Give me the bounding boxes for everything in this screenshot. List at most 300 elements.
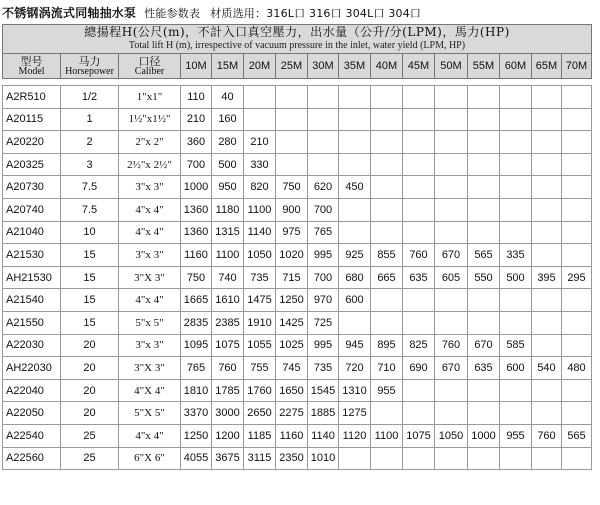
flow-cell (435, 108, 468, 131)
horsepower-cell: 20 (61, 334, 119, 357)
table-row (3, 402, 592, 425)
flow-cell: 600 (339, 289, 371, 312)
flow-cell: 1910 (244, 311, 276, 334)
horsepower-cell: 25 (61, 447, 119, 470)
flow-cell: 735 (244, 266, 276, 289)
flow-cell (532, 402, 562, 425)
flow-cell (562, 379, 592, 402)
horsepower-cell: 25 (61, 424, 119, 447)
horsepower-cell: 7.5 (61, 176, 119, 199)
flow-cell: 665 (371, 266, 403, 289)
flow-cell (468, 131, 500, 154)
flow-cell (276, 108, 308, 131)
flow-cell: 750 (181, 266, 212, 289)
horsepower-cell: 15 (61, 311, 119, 334)
flow-cell: 1360 (181, 221, 212, 244)
horsepower-cell: 20 (61, 357, 119, 380)
flow-cell: 360 (181, 131, 212, 154)
flow-cell (532, 379, 562, 402)
flow-cell (532, 221, 562, 244)
flow-cell: 1010 (308, 447, 339, 470)
horsepower-cell: 15 (61, 289, 119, 312)
flow-cell: 210 (244, 131, 276, 154)
flow-cell: 715 (276, 266, 308, 289)
model-cell: A20740 (3, 198, 61, 221)
flow-cell (562, 198, 592, 221)
caliber-cell: 1"x1" (119, 86, 181, 109)
col-header-head: 20M (244, 54, 276, 79)
flow-cell (276, 153, 308, 176)
model-cell: A20325 (3, 153, 61, 176)
col-cal-cn: 口径 (138, 54, 161, 68)
flow-cell (562, 86, 592, 109)
flow-cell: 1785 (212, 379, 244, 402)
flow-cell (468, 198, 500, 221)
flow-cell (403, 379, 435, 402)
flow-cell (308, 108, 339, 131)
flow-cell (468, 447, 500, 470)
flow-cell (276, 86, 308, 109)
flow-cell (435, 221, 468, 244)
flow-cell: 1425 (276, 311, 308, 334)
model-cell: A20220 (3, 131, 61, 154)
model-cell: A21040 (3, 221, 61, 244)
flow-cell: 1160 (276, 424, 308, 447)
flow-cell (500, 402, 532, 425)
col-model-en: Model (18, 65, 45, 77)
flow-cell: 335 (500, 244, 532, 267)
flow-cell (435, 402, 468, 425)
flow-cell: 970 (308, 289, 339, 312)
flow-cell: 1275 (339, 402, 371, 425)
flow-cell: 720 (339, 357, 371, 380)
flow-cell: 855 (371, 244, 403, 267)
flow-cell (500, 176, 532, 199)
flow-cell (562, 289, 592, 312)
model-cell: AH21530 (3, 266, 61, 289)
caliber-cell: 4"x 4" (119, 289, 181, 312)
flow-cell (468, 176, 500, 199)
col-header-head: 25M (276, 54, 308, 79)
flow-cell (532, 131, 562, 154)
table-row (3, 221, 592, 244)
flow-cell (371, 176, 403, 199)
flow-cell: 680 (339, 266, 371, 289)
horsepower-cell: 10 (61, 221, 119, 244)
flow-cell (308, 86, 339, 109)
flow-cell: 2835 (181, 311, 212, 334)
col-header-caliber (119, 54, 181, 79)
table-row (3, 131, 592, 154)
flow-cell (403, 108, 435, 131)
flow-cell: 635 (468, 357, 500, 380)
flow-cell (276, 131, 308, 154)
flow-cell: 3000 (212, 402, 244, 425)
caliber-cell: 3"x 3" (119, 244, 181, 267)
table-row (3, 198, 592, 221)
flow-cell: 3370 (181, 402, 212, 425)
flow-cell (562, 334, 592, 357)
caliber-cell: 3"X 3" (119, 357, 181, 380)
caliber-cell: 5"X 5" (119, 402, 181, 425)
flow-cell (500, 221, 532, 244)
table-row (3, 266, 592, 289)
document-subtitle: 性能参数表 (144, 7, 201, 20)
document-title: 不锈钢涡流式同轴抽水泵 (2, 6, 137, 20)
flow-cell (562, 447, 592, 470)
flow-cell: 635 (403, 266, 435, 289)
flow-cell (308, 153, 339, 176)
flow-cell: 540 (532, 357, 562, 380)
flow-cell (339, 221, 371, 244)
flow-cell: 945 (339, 334, 371, 357)
horsepower-cell: 20 (61, 379, 119, 402)
flow-cell (435, 447, 468, 470)
flow-cell: 1000 (468, 424, 500, 447)
flow-cell: 760 (532, 424, 562, 447)
flow-cell: 760 (403, 244, 435, 267)
horsepower-cell: 15 (61, 244, 119, 267)
flow-cell (403, 86, 435, 109)
flow-cell (403, 221, 435, 244)
flow-cell: 500 (500, 266, 532, 289)
flow-cell (468, 379, 500, 402)
horsepower-cell: 15 (61, 266, 119, 289)
model-cell: A22560 (3, 447, 61, 470)
flow-cell: 450 (339, 176, 371, 199)
flow-cell: 760 (212, 357, 244, 380)
flow-cell (371, 289, 403, 312)
table-row (3, 289, 592, 312)
document-header (2, 4, 421, 20)
flow-cell: 565 (562, 424, 592, 447)
model-cell: A22540 (3, 424, 61, 447)
flow-cell: 900 (276, 198, 308, 221)
flow-cell (532, 153, 562, 176)
caliber-cell: 2½"x 2½" (119, 153, 181, 176)
flow-cell: 1315 (212, 221, 244, 244)
model-cell: A22040 (3, 379, 61, 402)
flow-cell: 975 (276, 221, 308, 244)
flow-cell (435, 198, 468, 221)
flow-cell (468, 108, 500, 131)
flow-cell: 1020 (276, 244, 308, 267)
flow-cell (532, 244, 562, 267)
flow-cell (500, 311, 532, 334)
caliber-cell: 6"X 6" (119, 447, 181, 470)
flow-cell: 280 (212, 131, 244, 154)
flow-cell (532, 289, 562, 312)
flow-cell: 1185 (244, 424, 276, 447)
table-row (3, 176, 592, 199)
flow-cell (403, 402, 435, 425)
flow-cell: 585 (500, 334, 532, 357)
horsepower-cell: 7.5 (61, 198, 119, 221)
flow-cell: 1140 (244, 221, 276, 244)
flow-cell (435, 153, 468, 176)
flow-cell (435, 311, 468, 334)
flow-cell: 1075 (212, 334, 244, 357)
flow-cell: 480 (562, 357, 592, 380)
flow-cell (403, 311, 435, 334)
flow-cell: 3675 (212, 447, 244, 470)
flow-cell (308, 131, 339, 154)
flow-cell: 745 (276, 357, 308, 380)
col-cal-en: Caliber (134, 65, 165, 77)
flow-cell: 1100 (212, 244, 244, 267)
flow-cell: 1810 (181, 379, 212, 402)
flow-cell: 395 (532, 266, 562, 289)
caliber-cell: 1½"x1½" (119, 108, 181, 131)
flow-cell: 500 (212, 153, 244, 176)
model-cell: A21550 (3, 311, 61, 334)
flow-cell (403, 153, 435, 176)
flow-cell: 1050 (244, 244, 276, 267)
flow-cell (532, 86, 562, 109)
flow-cell: 995 (308, 334, 339, 357)
flow-cell (371, 311, 403, 334)
flow-cell: 1000 (181, 176, 212, 199)
flow-cell: 1760 (244, 379, 276, 402)
flow-cell (532, 311, 562, 334)
caliber-cell: 4"x 4" (119, 221, 181, 244)
flow-cell: 955 (371, 379, 403, 402)
flow-cell: 2275 (276, 402, 308, 425)
flow-cell: 725 (308, 311, 339, 334)
flow-cell (500, 447, 532, 470)
flow-cell: 670 (435, 357, 468, 380)
flow-cell (244, 86, 276, 109)
flow-cell: 825 (403, 334, 435, 357)
table-row (3, 86, 592, 109)
flow-cell: 700 (308, 198, 339, 221)
material-options: 材质选用：316L口 316口 304L口 304口 (210, 7, 422, 20)
horsepower-cell: 20 (61, 402, 119, 425)
flow-cell (468, 402, 500, 425)
flow-cell (403, 447, 435, 470)
col-model-cn: 型号 (20, 54, 43, 68)
flow-cell: 1075 (403, 424, 435, 447)
flow-cell: 765 (308, 221, 339, 244)
model-cell: A20115 (3, 108, 61, 131)
horsepower-cell: 1 (61, 108, 119, 131)
flow-cell: 210 (181, 108, 212, 131)
model-cell: A2R510 (3, 86, 61, 109)
flow-cell (468, 153, 500, 176)
flow-cell (500, 86, 532, 109)
flow-cell (244, 108, 276, 131)
col-header-head: 70M (562, 54, 592, 79)
flow-cell (403, 131, 435, 154)
flow-cell: 950 (212, 176, 244, 199)
model-cell: AH22030 (3, 357, 61, 380)
flow-cell: 1885 (308, 402, 339, 425)
col-header-head: 45M (403, 54, 435, 79)
horsepower-cell: 1/2 (61, 86, 119, 109)
flow-cell: 4055 (181, 447, 212, 470)
table-body (3, 86, 592, 470)
flow-cell: 670 (468, 334, 500, 357)
flow-cell: 1665 (181, 289, 212, 312)
flow-cell (339, 153, 371, 176)
flow-cell: 620 (308, 176, 339, 199)
performance-table (2, 24, 592, 470)
flow-cell: 1120 (339, 424, 371, 447)
model-cell: A20730 (3, 176, 61, 199)
flow-cell (403, 198, 435, 221)
caliber-cell: 4"x 4" (119, 424, 181, 447)
flow-cell: 1475 (244, 289, 276, 312)
flow-cell: 2350 (276, 447, 308, 470)
caliber-cell: 4"x 4" (119, 198, 181, 221)
flow-cell (468, 311, 500, 334)
flow-cell: 3115 (244, 447, 276, 470)
flow-cell (500, 198, 532, 221)
flow-cell: 670 (435, 244, 468, 267)
flow-cell: 1160 (181, 244, 212, 267)
flow-cell: 820 (244, 176, 276, 199)
col-header-horsepower (61, 54, 119, 79)
flow-cell (435, 131, 468, 154)
flow-cell (435, 289, 468, 312)
col-header-head: 40M (371, 54, 403, 79)
flow-cell (562, 244, 592, 267)
flow-cell (339, 86, 371, 109)
flow-cell: 605 (435, 266, 468, 289)
flow-cell: 295 (562, 266, 592, 289)
flow-cell (562, 153, 592, 176)
col-header-head: 30M (308, 54, 339, 79)
horsepower-cell: 2 (61, 131, 119, 154)
flow-cell (500, 108, 532, 131)
table-row (3, 311, 592, 334)
main-header (3, 25, 592, 54)
flow-cell (500, 379, 532, 402)
flow-cell: 1650 (276, 379, 308, 402)
main-header-cn: 總揚程H(公尺(m)，不計入口真空壓力，出水量（公升/分(LPM)，馬力(HP) (84, 25, 510, 39)
col-header-head: 50M (435, 54, 468, 79)
col-header-head: 35M (339, 54, 371, 79)
flow-cell: 755 (244, 357, 276, 380)
table-row (3, 357, 592, 380)
flow-cell (532, 334, 562, 357)
flow-cell: 1050 (435, 424, 468, 447)
flow-cell (371, 402, 403, 425)
col-header-head: 65M (532, 54, 562, 79)
flow-cell (371, 198, 403, 221)
flow-cell (339, 311, 371, 334)
flow-cell (500, 289, 532, 312)
flow-cell: 1200 (212, 424, 244, 447)
flow-cell (468, 289, 500, 312)
flow-cell (339, 108, 371, 131)
flow-cell: 1025 (276, 334, 308, 357)
flow-cell (532, 198, 562, 221)
flow-cell: 760 (435, 334, 468, 357)
col-header-head: 55M (468, 54, 500, 79)
flow-cell (403, 289, 435, 312)
flow-cell: 700 (308, 266, 339, 289)
caliber-cell: 2"x 2" (119, 131, 181, 154)
caliber-cell: 3"x 3" (119, 334, 181, 357)
flow-cell (562, 108, 592, 131)
flow-cell (435, 379, 468, 402)
flow-cell (562, 402, 592, 425)
flow-cell: 710 (371, 357, 403, 380)
horsepower-cell: 3 (61, 153, 119, 176)
flow-cell: 1610 (212, 289, 244, 312)
table-row (3, 447, 592, 470)
flow-cell: 40 (212, 86, 244, 109)
table-row (3, 244, 592, 267)
flow-cell: 1360 (181, 198, 212, 221)
column-header-row (3, 54, 592, 79)
flow-cell (403, 176, 435, 199)
flow-cell (562, 311, 592, 334)
flow-cell: 2650 (244, 402, 276, 425)
col-header-head: 10M (181, 54, 212, 79)
flow-cell (562, 131, 592, 154)
flow-cell (371, 447, 403, 470)
flow-cell: 110 (181, 86, 212, 109)
flow-cell: 765 (181, 357, 212, 380)
col-header-model (3, 54, 61, 79)
flow-cell (371, 131, 403, 154)
flow-cell (468, 86, 500, 109)
flow-cell: 1545 (308, 379, 339, 402)
flow-cell: 600 (500, 357, 532, 380)
col-hp-cn: 马力 (78, 54, 101, 68)
model-cell: A22030 (3, 334, 61, 357)
main-header-en: Total lift H (m), irrespective of vacuum pressure in the inlet, water yield (LPM, HP) (128, 40, 466, 51)
flow-cell: 1250 (276, 289, 308, 312)
flow-cell: 700 (181, 153, 212, 176)
flow-cell: 330 (244, 153, 276, 176)
flow-cell (562, 176, 592, 199)
flow-cell (371, 108, 403, 131)
flow-cell: 690 (403, 357, 435, 380)
flow-cell: 895 (371, 334, 403, 357)
flow-cell: 1055 (244, 334, 276, 357)
flow-cell: 1180 (212, 198, 244, 221)
caliber-cell: 3"X 3" (119, 266, 181, 289)
col-hp-en: Horsepower (65, 65, 114, 77)
model-cell: A21540 (3, 289, 61, 312)
caliber-cell: 3"x 3" (119, 176, 181, 199)
flow-cell (562, 221, 592, 244)
flow-cell: 750 (276, 176, 308, 199)
flow-cell (435, 176, 468, 199)
flow-cell: 740 (212, 266, 244, 289)
model-cell: A21530 (3, 244, 61, 267)
flow-cell (532, 447, 562, 470)
table-row (3, 424, 592, 447)
caliber-cell: 4"X 4" (119, 379, 181, 402)
flow-cell: 955 (500, 424, 532, 447)
flow-cell (468, 221, 500, 244)
flow-cell: 1250 (181, 424, 212, 447)
table-row (3, 108, 592, 131)
flow-cell: 925 (339, 244, 371, 267)
flow-cell: 1140 (308, 424, 339, 447)
flow-cell (371, 86, 403, 109)
flow-cell (339, 131, 371, 154)
flow-cell (339, 198, 371, 221)
caliber-cell: 5"x 5" (119, 311, 181, 334)
flow-cell: 160 (212, 108, 244, 131)
table-row (3, 334, 592, 357)
model-cell: A22050 (3, 402, 61, 425)
